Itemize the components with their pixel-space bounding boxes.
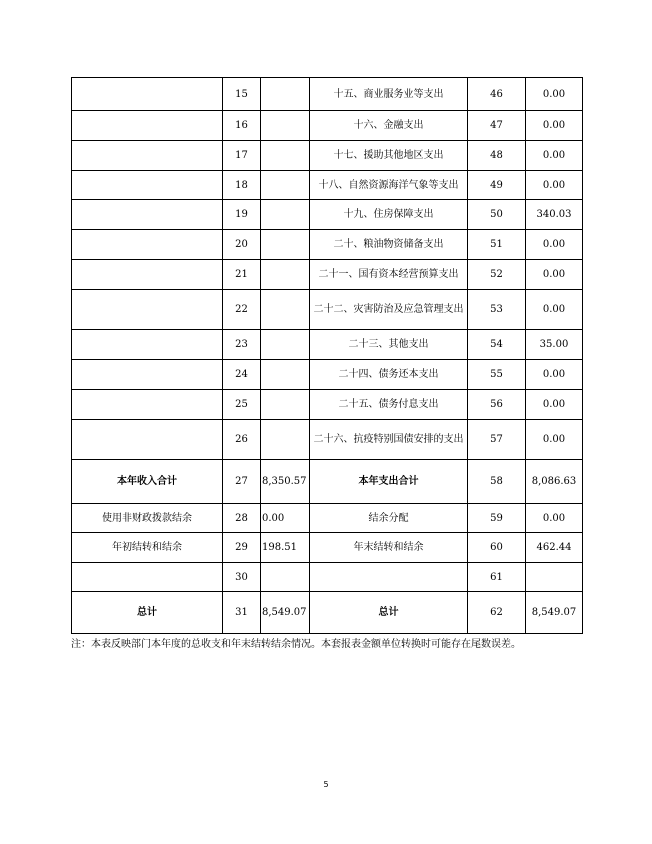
expense-amount-cell: 0.00 (526, 141, 583, 171)
expense-amount-cell: 0.00 (526, 111, 583, 141)
expense-line-cell: 59 (468, 504, 526, 533)
expense-line-cell: 61 (468, 563, 526, 592)
expense-amount-cell: 35.00 (526, 330, 583, 360)
income-item-cell: 总计 (72, 592, 223, 634)
income-line-cell: 27 (223, 460, 261, 504)
table-row (72, 360, 583, 390)
income-item-cell (72, 200, 223, 230)
table-row (72, 200, 583, 230)
income-amount-cell (261, 111, 310, 141)
expense-line-cell: 52 (468, 260, 526, 290)
table-note: 注：本表反映部门本年度的总收支和年末结转结余情况。本套报表金额单位转换时可能存在尾数误差。 (71, 639, 521, 650)
expense-line-cell: 58 (468, 460, 526, 504)
income-line-cell: 20 (223, 230, 261, 260)
page-number: 5 (323, 780, 329, 789)
income-line-cell: 15 (223, 78, 261, 111)
table-row (72, 592, 583, 634)
income-amount-cell: 198.51 (261, 533, 310, 563)
expense-amount-cell: 0.00 (526, 290, 583, 330)
income-item-cell: 本年收入合计 (72, 460, 223, 504)
expense-item-cell: 年末结转和结余 (310, 533, 468, 563)
expense-amount-cell: 462.44 (526, 533, 583, 563)
expense-amount-cell: 8,549.07 (526, 592, 583, 634)
expense-item-cell: 二十二、灾害防治及应急管理支出 (310, 290, 468, 330)
expense-amount-cell: 0.00 (526, 78, 583, 111)
expense-amount-cell (526, 563, 583, 592)
income-amount-cell (261, 360, 310, 390)
expense-amount-cell: 0.00 (526, 504, 583, 533)
expense-line-cell: 54 (468, 330, 526, 360)
income-item-cell (72, 260, 223, 290)
income-line-cell: 26 (223, 420, 261, 460)
expense-item-cell: 本年支出合计 (310, 460, 468, 504)
income-amount-cell (261, 330, 310, 360)
income-item-cell (72, 360, 223, 390)
income-line-cell: 18 (223, 171, 261, 200)
expense-item-cell: 结余分配 (310, 504, 468, 533)
income-item-cell: 年初结转和结余 (72, 533, 223, 563)
expense-line-cell: 49 (468, 171, 526, 200)
table-row (72, 504, 583, 533)
income-amount-cell (261, 141, 310, 171)
income-amount-cell (261, 260, 310, 290)
expense-item-cell: 十九、住房保障支出 (310, 200, 468, 230)
expense-amount-cell: 0.00 (526, 360, 583, 390)
expense-item-cell: 十六、金融支出 (310, 111, 468, 141)
income-amount-cell (261, 200, 310, 230)
income-item-cell (72, 78, 223, 111)
income-amount-cell (261, 563, 310, 592)
expense-line-cell: 55 (468, 360, 526, 390)
table-row (72, 420, 583, 460)
expense-item-cell: 二十六、抗疫特别国债安排的支出 (310, 420, 468, 460)
expense-amount-cell: 0.00 (526, 171, 583, 200)
table-row (72, 230, 583, 260)
income-line-cell: 29 (223, 533, 261, 563)
income-item-cell (72, 330, 223, 360)
table-row (72, 290, 583, 330)
income-amount-cell (261, 230, 310, 260)
income-item-cell (72, 290, 223, 330)
income-line-cell: 23 (223, 330, 261, 360)
table-body (72, 78, 583, 634)
income-item-cell (72, 390, 223, 420)
income-line-cell: 31 (223, 592, 261, 634)
expense-item-cell: 总计 (310, 592, 468, 634)
income-amount-cell: 8,350.57 (261, 460, 310, 504)
table-row (72, 533, 583, 563)
expense-amount-cell: 0.00 (526, 260, 583, 290)
income-item-cell: 使用非财政拨款结余 (72, 504, 223, 533)
income-item-cell (72, 420, 223, 460)
income-amount-cell (261, 420, 310, 460)
expense-line-cell: 47 (468, 111, 526, 141)
table-row (72, 460, 583, 504)
income-item-cell (72, 141, 223, 171)
table-row (72, 111, 583, 141)
expense-item-cell: 十七、援助其他地区支出 (310, 141, 468, 171)
income-item-cell (72, 111, 223, 141)
expense-item-cell: 二十三、其他支出 (310, 330, 468, 360)
income-amount-cell (261, 390, 310, 420)
income-amount-cell (261, 78, 310, 111)
expense-item-cell: 二十五、债务付息支出 (310, 390, 468, 420)
expense-amount-cell: 340.03 (526, 200, 583, 230)
expense-line-cell: 56 (468, 390, 526, 420)
expense-amount-cell: 0.00 (526, 420, 583, 460)
expense-item-cell (310, 563, 468, 592)
income-amount-cell (261, 290, 310, 330)
income-item-cell (72, 230, 223, 260)
expense-line-cell: 51 (468, 230, 526, 260)
income-amount-cell (261, 171, 310, 200)
expense-line-cell: 62 (468, 592, 526, 634)
table-row (72, 171, 583, 200)
table-row (72, 330, 583, 360)
expense-item-cell: 十八、自然资源海洋气象等支出 (310, 171, 468, 200)
table-row (72, 141, 583, 171)
income-item-cell (72, 171, 223, 200)
income-line-cell: 22 (223, 290, 261, 330)
income-line-cell: 30 (223, 563, 261, 592)
income-line-cell: 21 (223, 260, 261, 290)
income-amount-cell: 8,549.07 (261, 592, 310, 634)
income-line-cell: 19 (223, 200, 261, 230)
expense-item-cell: 十五、商业服务业等支出 (310, 78, 468, 111)
table-row (72, 78, 583, 111)
expense-amount-cell: 0.00 (526, 390, 583, 420)
income-line-cell: 28 (223, 504, 261, 533)
expense-line-cell: 46 (468, 78, 526, 111)
expense-line-cell: 60 (468, 533, 526, 563)
expense-item-cell: 二十、粮油物资储备支出 (310, 230, 468, 260)
income-item-cell (72, 563, 223, 592)
table-row (72, 563, 583, 592)
expense-line-cell: 57 (468, 420, 526, 460)
expense-amount-cell: 8,086.63 (526, 460, 583, 504)
income-line-cell: 25 (223, 390, 261, 420)
income-amount-cell: 0.00 (261, 504, 310, 533)
expense-item-cell: 二十四、债务还本支出 (310, 360, 468, 390)
expense-item-cell: 二十一、国有资本经营预算支出 (310, 260, 468, 290)
income-line-cell: 16 (223, 111, 261, 141)
income-expenditure-table (71, 77, 583, 634)
expense-line-cell: 53 (468, 290, 526, 330)
expense-amount-cell: 0.00 (526, 230, 583, 260)
table-row (72, 390, 583, 420)
income-line-cell: 24 (223, 360, 261, 390)
income-line-cell: 17 (223, 141, 261, 171)
expense-line-cell: 48 (468, 141, 526, 171)
expense-line-cell: 50 (468, 200, 526, 230)
table-row (72, 260, 583, 290)
